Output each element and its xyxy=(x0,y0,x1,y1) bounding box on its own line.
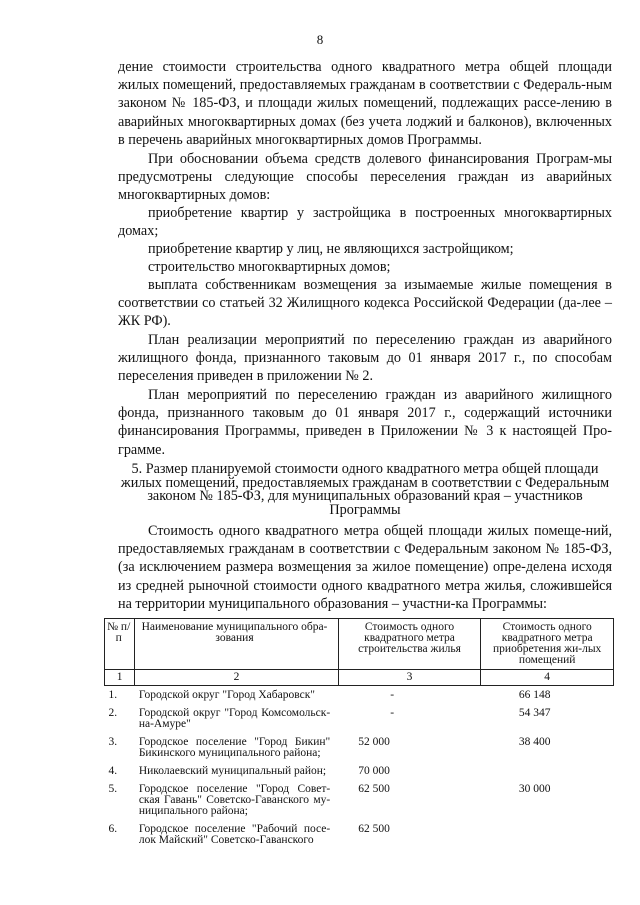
row-construction: - xyxy=(390,689,395,701)
paragraph-plan-appendix-3: План мероприятий по переселению граждан из аварийного жилищного фонда, признанного таковым до 01 января 2017 г., содержащий источники финансирования Программы, приведен в Приложении № 3 к настоящей Про-грамме. xyxy=(118,387,612,458)
table-row xyxy=(105,733,614,762)
col-number-3: 3 xyxy=(338,670,481,686)
row-name: Городское поселение "Рабочий посе-лок Майский" Советско-Гаванского xyxy=(138,823,331,846)
page-number: 8 xyxy=(316,32,324,47)
header-no: № п/п xyxy=(105,619,135,670)
row-construction: 62 500 xyxy=(358,823,390,835)
col-number-2: 2 xyxy=(135,670,338,686)
method-item-construction: строительство многоквартирных домов; xyxy=(148,259,391,275)
table-row xyxy=(105,762,614,780)
paragraph-financing-methods: При обосновании объема средств долевого финансирования Програм-мы предусмотрены следующие способы переселения граждан из аварийных многоквартирных домов: xyxy=(118,151,612,204)
row-name: Городское поселение "Город Совет-ская Гавань" Советско-Гаванского му-ниципального района; xyxy=(138,783,331,817)
row-name: Городской округ "Город Хабаровск" xyxy=(138,689,315,701)
row-no: 1. xyxy=(108,689,118,701)
header-name: Наименование муниципального обра-зования xyxy=(135,619,338,670)
method-item-compensation: выплата собственникам возмещения за изымаемые жилые помещения в соответствии со статьей 32 Жилищного кодекса Российской Федерации (да-лее – ЖК РФ). xyxy=(118,277,612,330)
row-no: 3. xyxy=(108,736,118,748)
cost-table xyxy=(104,618,614,849)
paragraph-cost-determination: Стоимость одного квадратного метра общей площади жилых помеще-ний, предоставляемых гражданам в соответствии с Федеральным законом № 185-ФЗ, (за исключением размера возмещения за жилое помещение) опре-делена исходя из средней рыночной стоимости одного квадратного метра жилья, сложившейся на территории муниципального образования – участни-ка Программы: xyxy=(118,523,612,612)
row-name: Городской округ "Город Комсомольск-на-Амуре" xyxy=(138,707,331,730)
table-column-numbers xyxy=(105,670,614,686)
row-construction: - xyxy=(390,707,395,719)
row-no: 2. xyxy=(108,707,118,719)
row-name: Городское поселение "Город Бикин" Бикинского муниципального района; xyxy=(138,736,331,759)
table-row xyxy=(105,820,614,849)
header-construction: Стоимость одного квадратного метра строительства жилья xyxy=(338,619,481,670)
row-purchase: 38 400 xyxy=(518,736,551,748)
paragraph-continuation: дение стоимости строительства одного квадратного метра общей площади жилых помещений, предоставляемых гражданам в соответствии с Федераль-ным законом № 185-ФЗ, и площади жилых помещений, подлежащих рассе-лению в аварийных многоквартирных домах (без учета лоджий и балконов), включенных в перечень аварийных многоквартирных домов Программы. xyxy=(118,59,612,148)
row-purchase: 30 000 xyxy=(518,783,551,795)
row-construction: 62 500 xyxy=(358,783,390,795)
table-row xyxy=(105,686,614,705)
row-construction: 70 000 xyxy=(358,765,390,777)
row-no: 4. xyxy=(108,765,118,777)
row-name: Николаевский муниципальный район; xyxy=(138,765,327,777)
row-purchase: 66 148 xyxy=(518,689,551,701)
row-purchase xyxy=(481,762,614,780)
row-no: 5. xyxy=(108,783,118,795)
row-purchase: 54 347 xyxy=(518,707,551,719)
table-header-row xyxy=(105,619,614,670)
section-heading: 5. Размер планируемой стоимости одного квадратного метра общей площади жилых помещений, предоставляемых гражданам в соответствии с Федеральным законом № 185-ФЗ, для муниципальных образований края – участников Программы xyxy=(120,461,610,518)
row-purchase xyxy=(481,820,614,849)
table-row xyxy=(105,704,614,733)
table-row xyxy=(105,780,614,820)
header-purchase: Стоимость одного квадратного метра приобретения жи-лых помещений xyxy=(481,619,614,670)
row-no: 6. xyxy=(108,823,118,835)
method-item-developer: приобретение квартир у застройщика в построенных многоквартирных домах; xyxy=(118,205,612,240)
row-construction: 52 000 xyxy=(358,736,390,748)
col-number-4: 4 xyxy=(481,670,614,686)
paragraph-plan-appendix-2: План реализации мероприятий по переселению граждан из аварийного жилищного фонда, признанного таковым до 01 января 2017 г., по способам переселения приведен в приложении № 2. xyxy=(118,332,612,385)
col-number-1: 1 xyxy=(105,670,135,686)
method-item-non-developer: приобретение квартир у лиц, не являющихся застройщиком; xyxy=(148,241,514,257)
